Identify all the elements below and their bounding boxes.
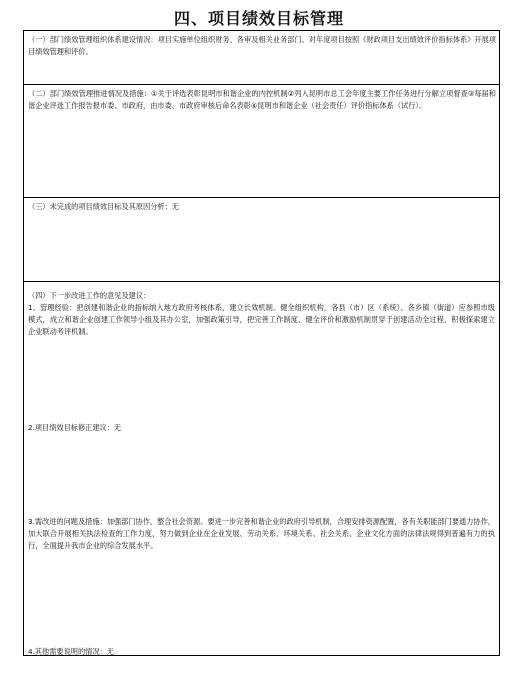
suggestion-item-2: 2.项目绩效目标修正建议：无 (28, 423, 122, 432)
suggestion-item-3: 3.需改进的问题及措施：加强部门协作，整合社会资源。要进一步完善和谐企业的政府引导机制，合理安排资源配置，各有关职能部门要通力协作，加大联合开展相关执法检查的工作力度，努力做到企业在企业发展、劳动关系、环境关系、社会关系、企业文化方面的法律法规得到普遍有力的执行，全面提升我市企业的综合发展水平。 (28, 517, 495, 550)
suggestion-item-1: 1、管理经验：把创建和谐企业的指标纳入地方政府考核体系，建立长效机制。健全组织机构，各县（市）区（系统）、各乡镇（街道）应参照市级模式，成立和谐企业创建工作领导小组及其办公室，加强政策引导，把完善工作制度、健全评价和激励机制贯穿于创建活动全过程，积极探索建立企业联动考评机制。 (28, 303, 495, 336)
section-improvement-suggestions (24, 282, 499, 657)
section-unfinished-goals-text: （三）未完成的项目绩效目标及其原因分析：无 (28, 202, 179, 211)
suggestion-item-4: 4.其他需要说明的情况：无 (28, 647, 114, 656)
section-promotion-measures-text: （二）部门绩效管理推进情况及措施：①关于评选表彰昆明市和谐企业的内控机制②列入昆明市总工会年度主要工作任务进行分解立项督查③每届和谐企业评选工作报告报市委、市政府，由市委、市政府审核后命名表彰④昆明市和谐企业（社会责任）评价指标体系（试行）。 (28, 89, 496, 110)
page-title: 四、项目绩效目标管理 (173, 9, 344, 28)
performance-table (23, 30, 500, 656)
section-org-system-text: （一）部门绩效管理组织体系建设情况：项目实施单位组织财务、各审及相关业务部门、对年度项目按照《财政项目支出绩效评价指标体系》开展项目绩效管理和评价。 (28, 35, 496, 56)
suggestions-heading: （四）下一步改进工作的意见及建议： (28, 291, 151, 300)
section-promotion-measures (24, 85, 499, 198)
section-org-system (24, 31, 499, 85)
section-unfinished-goals (24, 198, 499, 282)
